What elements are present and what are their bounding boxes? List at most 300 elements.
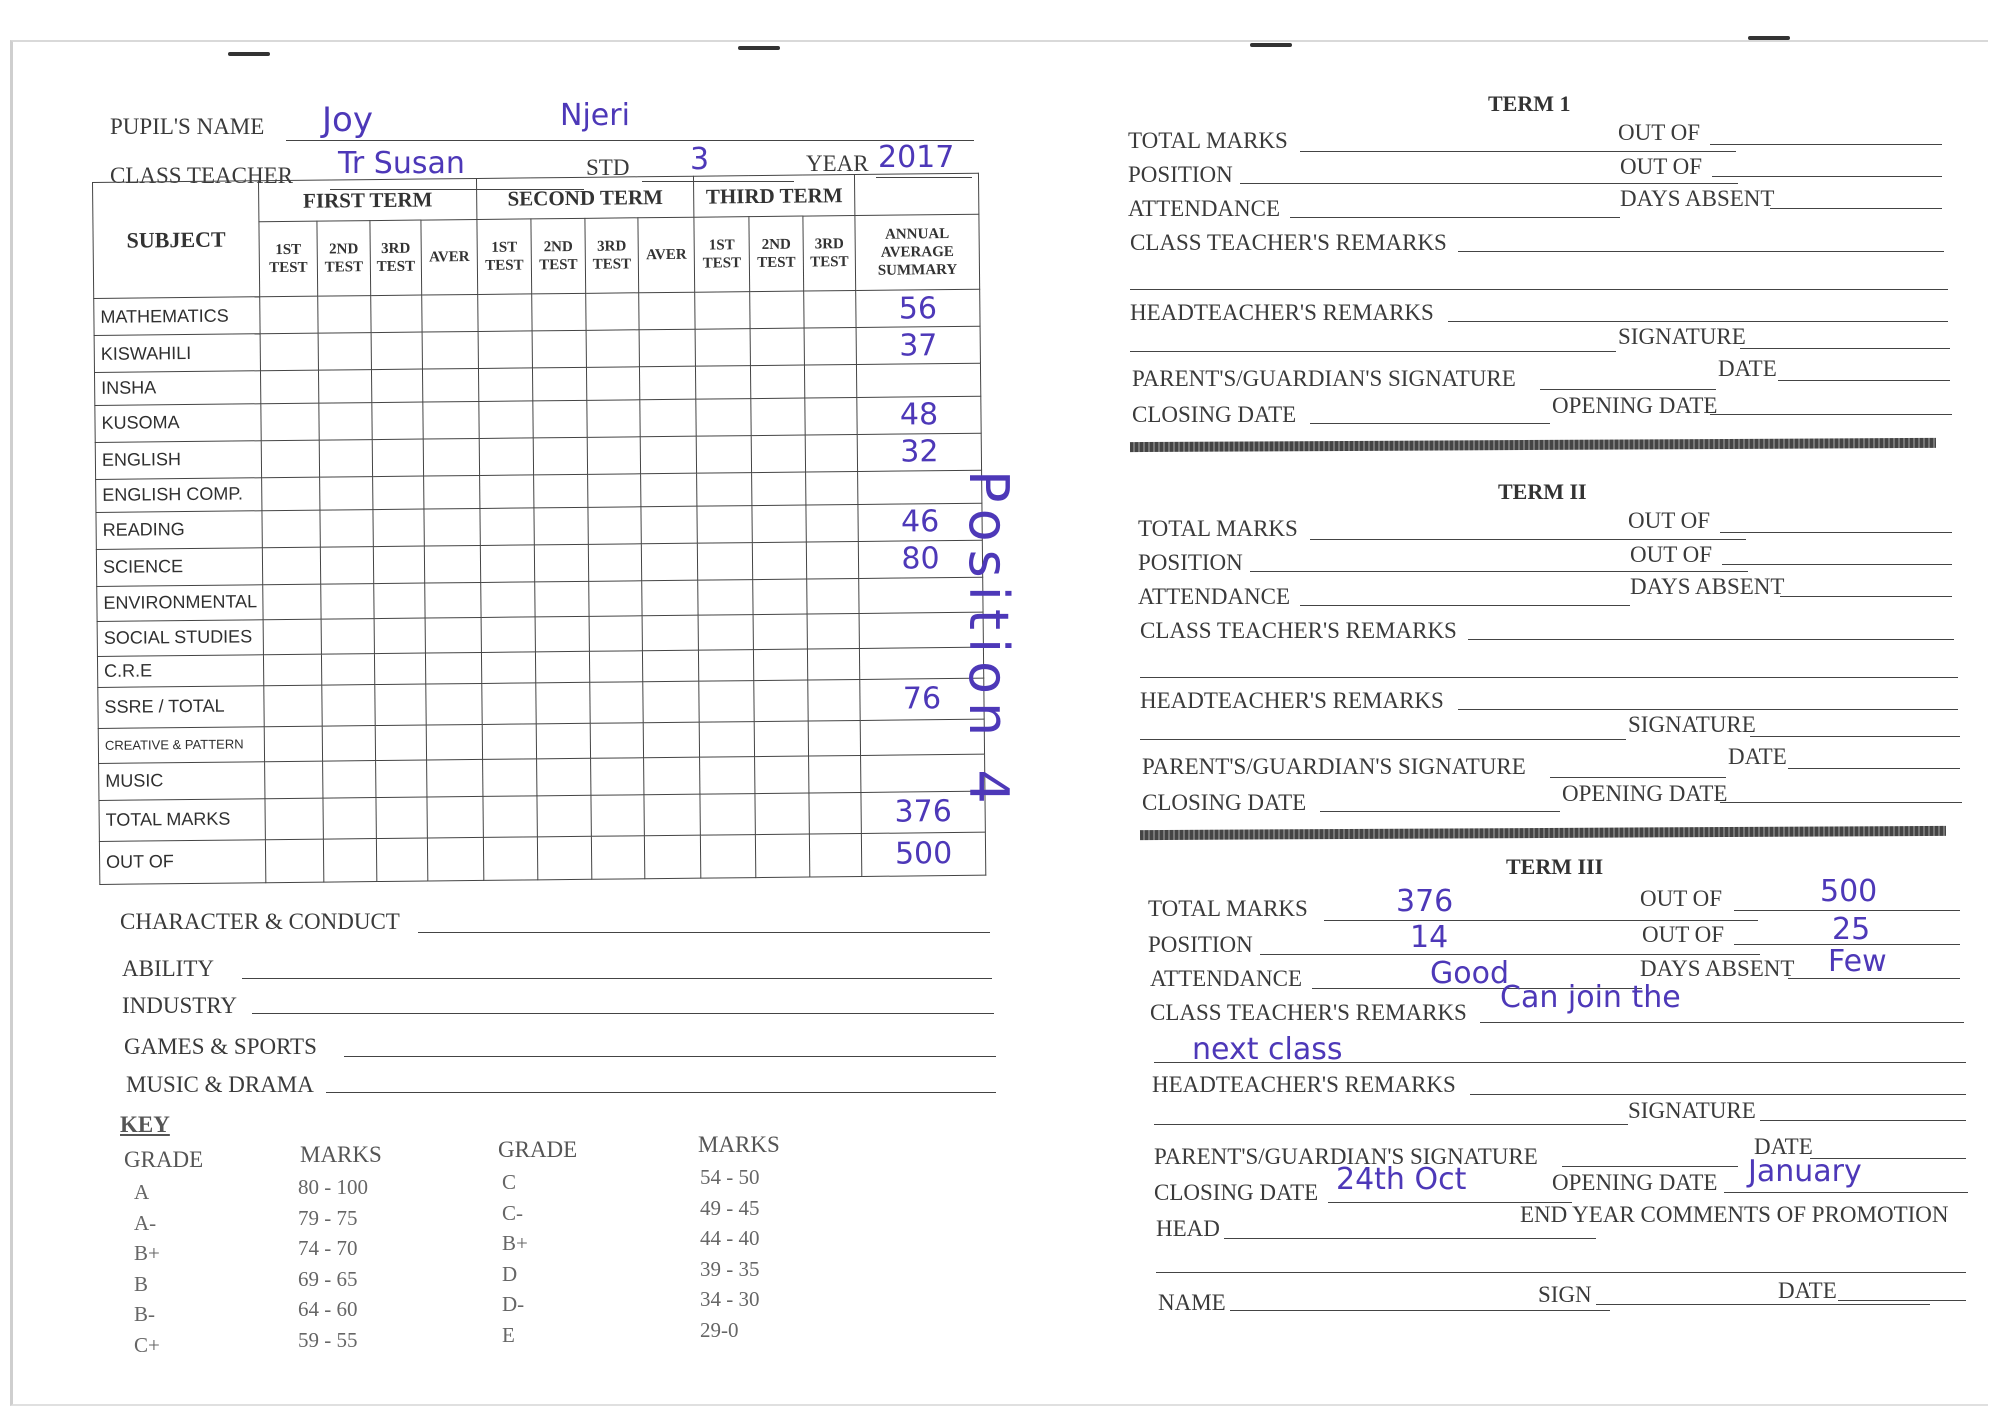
sub-header-aver: AVER — [638, 217, 695, 293]
fill-line — [1290, 217, 1620, 218]
subject-cell: ENGLISH COMP. — [96, 478, 262, 513]
mark-cell — [264, 685, 322, 727]
key-entry: B- — [134, 1302, 155, 1326]
fill-line — [1260, 954, 1760, 955]
term3-remarks-line2: next class — [1192, 1032, 1343, 1067]
mark-cell — [700, 793, 755, 835]
fill-line — [1468, 639, 1954, 640]
mark-cell — [750, 328, 804, 366]
subject-cell: ENVIRONMENTAL — [97, 585, 263, 622]
mark-cell — [751, 365, 805, 398]
closing-date-label: CLOSING DATE — [1142, 790, 1307, 815]
subject-cell: CREATIVE & PATTERN — [98, 726, 264, 763]
fill-line — [1838, 1300, 1966, 1301]
industry-line — [252, 1013, 994, 1014]
mark-cell — [753, 579, 807, 615]
mark-cell — [426, 683, 482, 725]
key-entry: 69 - 65 — [298, 1266, 358, 1291]
class-teacher-label: CLASS TEACHER — [110, 163, 293, 188]
sign-label: SIGN — [1538, 1282, 1592, 1307]
signature-label: SIGNATURE — [1628, 712, 1756, 737]
mark-cell — [427, 759, 483, 797]
mark-cell — [537, 758, 591, 796]
date-label: DATE — [1728, 744, 1787, 769]
mark-cell — [260, 333, 318, 371]
mark-cell — [588, 507, 641, 545]
mark-cell — [695, 292, 750, 330]
mark-cell — [262, 477, 320, 510]
closing-date-label: CLOSING DATE — [1132, 402, 1297, 427]
mark-cell — [371, 332, 422, 370]
fill-line — [1320, 811, 1560, 812]
mark-cell — [260, 296, 318, 334]
key-entry: D- — [502, 1292, 525, 1316]
fill-line — [1156, 1272, 1966, 1273]
mark-cell — [696, 399, 751, 437]
closing-date-label: CLOSING DATE — [1154, 1180, 1319, 1205]
mark-cell — [591, 794, 644, 836]
third-term-header: THIRD TERM — [694, 175, 855, 218]
mark-cell — [533, 437, 587, 475]
term3-total-marks: 376 — [1396, 884, 1454, 919]
subject-cell: C.R.E — [97, 654, 263, 687]
sub-header-1st-test: 1ST TEST — [477, 219, 532, 295]
mark-cell — [805, 365, 857, 398]
fill-line — [1778, 380, 1950, 381]
annual-cell — [856, 363, 980, 397]
mark-cell — [375, 684, 426, 726]
key-entry: 49 - 45 — [700, 1195, 760, 1220]
annual-value: 48 — [899, 397, 939, 433]
mark-cell — [481, 582, 535, 618]
character-conduct-label: CHARACTER & CONDUCT — [120, 909, 400, 934]
key-entry: 59 - 55 — [298, 1327, 358, 1352]
end-year-comments-label: END YEAR COMMENTS OF PROMOTION — [1520, 1202, 1949, 1227]
days-absent-label: DAYS ABSENT — [1620, 186, 1775, 211]
subject-cell: TOTAL MARKS — [99, 798, 265, 841]
subject-cell: OUT OF — [99, 839, 265, 884]
mark-cell — [643, 681, 699, 723]
subject-cell: ENGLISH — [95, 441, 261, 480]
mark-cell — [642, 580, 698, 616]
mark-cell — [478, 331, 532, 369]
mark-cell — [586, 293, 639, 331]
out-of-label: OUT OF — [1620, 154, 1703, 179]
fill-line — [1562, 1166, 1738, 1167]
fill-line — [1310, 539, 1746, 540]
mark-cell — [265, 798, 323, 840]
mark-cell — [423, 401, 479, 439]
sub-header-3rd-test: 3RD TEST — [803, 216, 856, 292]
fill-line — [1550, 777, 1726, 778]
annual-header-top — [855, 173, 979, 215]
key-entry: 80 - 100 — [298, 1175, 368, 1199]
out-of-label: OUT OF — [1618, 120, 1701, 145]
year-value: 2017 — [878, 140, 955, 175]
mark-cell — [427, 796, 483, 838]
mark-cell — [319, 439, 372, 477]
mark-cell — [479, 401, 533, 439]
music-drama-line — [326, 1092, 996, 1093]
mark-cell — [586, 367, 639, 400]
mark-cell — [639, 292, 695, 330]
fill-line — [1130, 351, 1616, 352]
mark-cell — [322, 725, 375, 761]
mark-cell — [480, 475, 534, 508]
total-marks-label: TOTAL MARKS — [1138, 516, 1298, 541]
attendance-label: ATTENDANCE — [1128, 196, 1281, 221]
mark-cell — [754, 680, 808, 722]
mark-cell — [483, 795, 537, 837]
term3-position: 14 — [1410, 920, 1449, 955]
mark-cell — [482, 724, 536, 760]
fill-line — [1770, 208, 1942, 209]
year-label: YEAR — [806, 151, 869, 176]
out-of-label: OUT OF — [1642, 922, 1725, 947]
name-label: NAME — [1158, 1290, 1226, 1315]
fill-line — [1760, 1120, 1966, 1121]
parent-signature-label: PARENT'S/GUARDIAN'S SIGNATURE — [1154, 1144, 1538, 1169]
table-row — [99, 832, 985, 885]
fill-line — [1154, 1124, 1628, 1125]
date-label: DATE — [1778, 1278, 1837, 1303]
mark-cell — [536, 723, 590, 759]
fill-line — [1710, 414, 1952, 415]
mark-cell — [535, 616, 589, 652]
mark-cell — [588, 544, 641, 582]
mark-cell — [261, 403, 319, 441]
mark-cell — [806, 504, 858, 542]
subject-cell: SOCIAL STUDIES — [97, 619, 263, 656]
mark-cell — [323, 838, 376, 882]
headteacher-remarks-label: HEADTEACHER'S REMARKS — [1130, 300, 1434, 325]
fill-line — [1734, 910, 1960, 911]
opening-date-label: OPENING DATE — [1552, 393, 1718, 418]
mark-cell — [698, 614, 753, 650]
key-entry: A- — [134, 1210, 157, 1235]
mark-cell — [698, 649, 753, 680]
mark-cell — [537, 836, 591, 880]
key-entry: D — [502, 1261, 518, 1286]
mark-cell — [809, 755, 861, 793]
mark-cell — [371, 369, 422, 402]
key-entry: 44 - 40 — [700, 1226, 760, 1250]
out-of-label: OUT OF — [1630, 542, 1713, 567]
sub-header-3rd-test: 3RD TEST — [370, 220, 422, 296]
fill-line — [1740, 348, 1950, 349]
mark-cell — [591, 757, 644, 795]
mark-cell — [483, 758, 537, 796]
fill-line — [1230, 1310, 1610, 1311]
mark-cell — [640, 436, 696, 474]
mark-cell — [318, 370, 371, 403]
sub-header-3rd-test: 3RD TEST — [585, 218, 639, 294]
mark-cell — [807, 648, 859, 679]
mark-cell — [806, 541, 858, 579]
mark-cell — [426, 724, 482, 760]
parent-signature-label: PARENT'S/GUARDIAN'S SIGNATURE — [1142, 754, 1526, 779]
mark-cell — [319, 402, 372, 440]
pupil-first-name: Joy — [322, 100, 373, 140]
mark-cell — [483, 837, 537, 881]
mark-cell — [422, 368, 478, 401]
term3-remarks-line1: Can join the — [1500, 980, 1681, 1015]
mark-cell — [534, 544, 588, 582]
mark-cell — [321, 653, 374, 684]
subject-cell: SCIENCE — [96, 548, 262, 587]
fill-line — [1140, 677, 1958, 678]
key-entry: 79 - 75 — [298, 1205, 358, 1230]
vertical-position-note: Position 4 — [957, 470, 1020, 812]
mark-cell — [322, 684, 375, 726]
music-drama-label: MUSIC & DRAMA — [126, 1072, 314, 1097]
mark-cell — [588, 474, 641, 507]
mark-cell — [263, 619, 321, 655]
fill-line — [1130, 289, 1948, 290]
mark-cell — [320, 546, 373, 584]
fill-line — [1300, 605, 1630, 606]
annual-value: 46 — [900, 504, 940, 540]
mark-cell — [753, 614, 807, 650]
std-value: 3 — [690, 142, 710, 177]
mark-cell — [642, 615, 698, 651]
term3-out-of-marks: 500 — [1820, 874, 1878, 909]
second-term-header: SECOND TERM — [477, 176, 694, 219]
fill-line — [1458, 709, 1958, 710]
mark-cell — [424, 475, 480, 508]
class-teacher-remarks-label: CLASS TEACHER'S REMARKS — [1150, 1000, 1467, 1025]
mark-cell — [260, 370, 318, 403]
mark-cell — [265, 761, 323, 799]
mark-cell — [534, 474, 588, 507]
sub-header-2nd-test: 2ND TEST — [531, 218, 586, 294]
mark-cell — [372, 439, 423, 477]
fill-line — [1324, 920, 1758, 921]
sub-header-1st-test: 1ST TEST — [259, 221, 318, 297]
mark-cell — [423, 438, 479, 476]
mark-cell — [536, 682, 590, 724]
mark-cell — [479, 368, 533, 401]
fill-line — [1310, 423, 1550, 424]
mark-cell — [318, 333, 371, 371]
signature-label: SIGNATURE — [1618, 324, 1746, 349]
mark-cell — [806, 471, 858, 504]
mark-cell — [586, 330, 639, 368]
annual-value: 80 — [901, 541, 940, 577]
mark-cell — [644, 794, 700, 836]
std-label: STD — [586, 155, 630, 180]
punch-mark — [1250, 43, 1292, 47]
mark-cell — [376, 838, 427, 882]
mark-cell — [699, 680, 754, 722]
key-entry: B — [134, 1271, 149, 1296]
mark-cell — [591, 835, 644, 879]
mark-cell — [424, 545, 480, 583]
sub-header-2nd-test: 2ND TEST — [749, 216, 804, 292]
mark-cell — [808, 679, 860, 721]
mark-cell — [589, 615, 642, 651]
fill-line — [1448, 321, 1948, 322]
mark-cell — [482, 682, 536, 724]
mark-cell — [751, 398, 805, 436]
punch-mark — [1748, 36, 1790, 40]
mark-cell — [807, 613, 859, 648]
fill-line — [1724, 1192, 1968, 1193]
mark-cell — [809, 833, 861, 877]
subject-header: SUBJECT — [93, 181, 260, 299]
term-title: TERM III — [1506, 854, 1604, 879]
fill-line — [1596, 1304, 1930, 1305]
mark-cell — [265, 839, 323, 883]
mark-cell — [587, 400, 640, 438]
key-marks-label-1: MARKS — [300, 1142, 382, 1167]
fill-line — [1480, 1022, 1964, 1023]
mark-cell — [805, 434, 857, 472]
fill-line — [1750, 736, 1960, 737]
mark-cell — [264, 726, 322, 762]
mark-cell — [425, 652, 481, 683]
mark-cell — [755, 834, 809, 878]
out-of-label: OUT OF — [1640, 886, 1723, 911]
mark-cell — [261, 440, 319, 478]
pupil-name-line — [286, 140, 974, 141]
mark-cell — [643, 722, 699, 758]
mark-cell — [323, 797, 376, 839]
key-entry: A — [134, 1180, 150, 1204]
headteacher-remarks-label: HEADTEACHER'S REMARKS — [1152, 1072, 1456, 1097]
mark-cell — [697, 472, 752, 505]
annual-value: 56 — [898, 290, 938, 327]
mark-cell — [754, 721, 808, 757]
mark-cell — [478, 294, 532, 332]
key-col2-marks — [700, 1165, 760, 1348]
date-label: DATE — [1718, 356, 1777, 381]
term-title: TERM 1 — [1488, 91, 1571, 116]
opening-date-label: OPENING DATE — [1552, 1170, 1718, 1195]
mark-cell — [424, 508, 480, 546]
mark-cell — [696, 366, 751, 399]
days-absent-label: DAYS ABSENT — [1640, 956, 1795, 981]
key-col1-marks — [298, 1175, 368, 1358]
annual-average-header: ANNUAL AVERAGE SUMMARY — [855, 214, 980, 290]
mark-cell — [752, 472, 806, 505]
mark-cell — [321, 618, 374, 654]
annual-value: 500 — [894, 836, 953, 872]
punch-mark — [738, 46, 780, 50]
mark-cell — [644, 757, 700, 795]
mark-cell — [808, 720, 860, 755]
signature-label: SIGNATURE — [1628, 1098, 1756, 1123]
mark-cell — [480, 508, 534, 546]
key-entry: 74 - 70 — [298, 1236, 358, 1260]
mark-cell — [641, 506, 697, 544]
mark-cell — [639, 329, 695, 367]
key-grade-label-1: GRADE — [124, 1147, 204, 1172]
mark-cell — [641, 543, 697, 581]
mark-cell — [533, 400, 587, 438]
mark-cell — [805, 397, 857, 435]
mark-cell — [804, 328, 856, 366]
annual-value: 376 — [894, 794, 952, 830]
mark-cell — [375, 725, 426, 760]
sub-header-1st-test: 1ST TEST — [694, 217, 750, 293]
pupil-name-label: PUPIL'S NAME — [110, 114, 265, 139]
punch-mark — [228, 52, 270, 56]
term-title: TERM II — [1498, 479, 1587, 504]
key-entry: C+ — [134, 1332, 160, 1357]
mark-cell — [263, 584, 321, 620]
mark-cell — [262, 510, 320, 548]
mark-cell — [700, 834, 755, 878]
mark-cell — [589, 581, 642, 617]
mark-cell — [262, 547, 320, 585]
position-label: POSITION — [1148, 932, 1253, 957]
key-entry: E — [502, 1322, 515, 1347]
fill-line — [1224, 1238, 1596, 1239]
ability-line — [242, 978, 992, 979]
head-label: HEAD — [1156, 1216, 1220, 1241]
mark-cell — [371, 295, 422, 333]
mark-cell — [640, 399, 696, 437]
fill-line — [1722, 564, 1952, 565]
mark-cell — [697, 505, 752, 543]
fill-line — [1540, 389, 1716, 390]
fill-line — [1712, 176, 1942, 177]
mark-cell — [427, 837, 483, 881]
parent-signature-label: PARENT'S/GUARDIAN'S SIGNATURE — [1132, 366, 1516, 391]
mark-cell — [755, 756, 809, 794]
attendance-label: ATTENDANCE — [1150, 966, 1303, 991]
mark-cell — [532, 330, 586, 368]
key-entry: 64 - 60 — [298, 1297, 358, 1321]
fill-line — [1140, 739, 1626, 740]
mark-cell — [376, 760, 427, 798]
mark-cell — [700, 756, 755, 794]
mark-cell — [318, 296, 371, 334]
mark-cell — [532, 293, 586, 331]
mark-cell — [697, 542, 752, 580]
mark-cell — [752, 542, 806, 580]
mark-cell — [589, 650, 642, 681]
subject-cell: KISWAHILI — [94, 334, 260, 373]
grade-table — [92, 173, 986, 885]
mark-cell — [374, 653, 425, 684]
fill-line — [1300, 151, 1736, 152]
position-label: POSITION — [1138, 550, 1243, 575]
fill-line — [1710, 144, 1942, 145]
key-col2-grades — [502, 1170, 528, 1353]
headteacher-remarks-label: HEADTEACHER'S REMARKS — [1140, 688, 1444, 713]
mark-cell — [373, 476, 424, 509]
mark-cell — [695, 329, 750, 367]
fill-line — [1720, 532, 1952, 533]
fill-line — [1780, 596, 1952, 597]
subject-cell: INSHA — [94, 371, 260, 406]
total-marks-label: TOTAL MARKS — [1148, 896, 1308, 921]
mark-cell — [807, 578, 859, 613]
mark-cell — [535, 651, 589, 682]
annual-value: 32 — [900, 434, 939, 470]
mark-cell — [323, 760, 376, 798]
mark-cell — [751, 435, 805, 473]
mark-cell — [755, 793, 809, 835]
fill-line — [1720, 802, 1962, 803]
key-entry: C- — [502, 1200, 523, 1225]
term3-opening-date: January — [1748, 1154, 1862, 1189]
mark-cell — [696, 436, 751, 474]
key-marks-label-2: MARKS — [698, 1132, 780, 1157]
annual-cell — [857, 396, 981, 434]
